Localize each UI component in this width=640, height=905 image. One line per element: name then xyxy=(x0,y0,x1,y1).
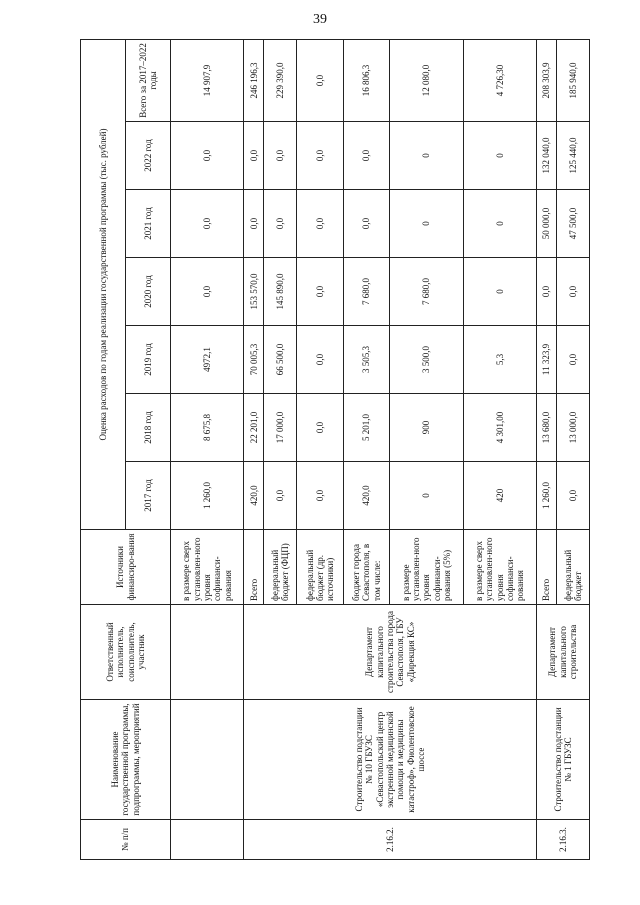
header-total: Всего за 2017–2022 годы xyxy=(126,39,171,121)
value-cell: 0,0 xyxy=(297,462,344,530)
value-cell: 0 xyxy=(463,122,536,190)
value-cell: 0,0 xyxy=(171,190,244,258)
source-cell: в размере сверх установлен-ного уровня софинанси-рования xyxy=(463,530,536,605)
source-cell: в размере установлен-ного уровня софинанси-рования (5%) xyxy=(390,530,463,605)
value-cell: 66 500,0 xyxy=(264,326,297,394)
value-cell: 0,0 xyxy=(264,122,297,190)
value-cell: 420,0 xyxy=(244,462,264,530)
value-cell: 5 201,0 xyxy=(343,394,390,462)
value-cell: 7 680,0 xyxy=(390,258,463,326)
source-cell: в размере сверх установлен-ного уровня софинанси-рования xyxy=(171,530,244,605)
value-cell: 0,0 xyxy=(556,258,589,326)
value-cell: 13 000,0 xyxy=(556,394,589,462)
value-cell: 1 260,0 xyxy=(171,462,244,530)
value-cell: 14 907,9 xyxy=(171,39,244,121)
value-cell: 0,0 xyxy=(297,326,344,394)
value-cell: 0,0 xyxy=(297,190,344,258)
value-cell: 0,0 xyxy=(297,122,344,190)
value-cell: 420 xyxy=(463,462,536,530)
num-cell xyxy=(171,820,244,860)
value-cell: 50 000,0 xyxy=(536,190,556,258)
table-row xyxy=(244,39,264,859)
value-cell: 0 xyxy=(390,190,463,258)
value-cell: 22 201,0 xyxy=(244,394,264,462)
value-cell: 208 303,9 xyxy=(536,39,556,121)
name-cell xyxy=(171,700,244,820)
header-year: 2017 год xyxy=(126,462,171,530)
value-cell: 13 680,0 xyxy=(536,394,556,462)
value-cell: 0 xyxy=(463,258,536,326)
source-cell: федеральный бюджет (др. источники) xyxy=(297,530,344,605)
num-cell: 2.16.3. xyxy=(536,820,589,860)
value-cell: 0,0 xyxy=(343,190,390,258)
source-cell: бюджет города Севастополя, в том числе: xyxy=(343,530,390,605)
value-cell: 125 440,0 xyxy=(556,122,589,190)
value-cell: 16 806,3 xyxy=(343,39,390,121)
value-cell: 900 xyxy=(390,394,463,462)
value-cell: 0 xyxy=(463,190,536,258)
num-cell: 2.16.2. xyxy=(244,820,537,860)
value-cell: 229 390,0 xyxy=(264,39,297,121)
header-year: 2018 год xyxy=(126,394,171,462)
value-cell: 0,0 xyxy=(244,122,264,190)
header-year: 2020 год xyxy=(126,258,171,326)
header-name: Наименование государственной программы, подпрограммы, мероприятий xyxy=(81,700,171,820)
value-cell: 8 675,8 xyxy=(171,394,244,462)
header-responsible: Ответственный исполнитель, соисполнитель, участник xyxy=(81,605,171,700)
header-year: 2022 год xyxy=(126,122,171,190)
value-cell: 420,0 xyxy=(343,462,390,530)
value-cell: 0,0 xyxy=(556,462,589,530)
resp-cell xyxy=(171,605,244,700)
value-cell: 4 726,30 xyxy=(463,39,536,121)
value-cell: 47 500,0 xyxy=(556,190,589,258)
header-year: 2019 год xyxy=(126,326,171,394)
value-cell: 4972,1 xyxy=(171,326,244,394)
value-cell: 185 940,0 xyxy=(556,39,589,121)
value-cell: 3 500,0 xyxy=(390,326,463,394)
value-cell: 0,0 xyxy=(297,39,344,121)
value-cell: 0,0 xyxy=(244,190,264,258)
page-number: 39 xyxy=(313,12,327,27)
value-cell: 12 080,0 xyxy=(390,39,463,121)
rotated-table-wrapper xyxy=(80,40,590,860)
value-cell: 246 196,3 xyxy=(244,39,264,121)
value-cell: 0,0 xyxy=(297,394,344,462)
header-year: 2021 год xyxy=(126,190,171,258)
source-cell: Всего xyxy=(244,530,264,605)
resp-cell: Департамент капитального строительства города Севастополя, ГБУ «Дирекция КС» xyxy=(244,605,537,700)
value-cell: 70 005,3 xyxy=(244,326,264,394)
value-cell: 0,0 xyxy=(343,122,390,190)
value-cell: 153 570,0 xyxy=(244,258,264,326)
header-source: Источники финансиро-вания xyxy=(81,530,171,605)
header-num: № п/п xyxy=(81,820,171,860)
value-cell: 4 301,00 xyxy=(463,394,536,462)
value-cell: 0,0 xyxy=(171,122,244,190)
value-cell: 132 040,0 xyxy=(536,122,556,190)
value-cell: 0,0 xyxy=(264,462,297,530)
source-cell: Всего xyxy=(536,530,556,605)
rotated-table-frame xyxy=(80,40,590,860)
value-cell: 0,0 xyxy=(556,326,589,394)
value-cell: 17 000,0 xyxy=(264,394,297,462)
source-cell: федеральный бюджет xyxy=(556,530,589,605)
value-cell: 0,0 xyxy=(171,258,244,326)
name-cell: Строительство подстанции № 10 ГБУЗС «Севастопольский центр экстренной медицинской помощи и медицины катастроф», Фиолентовское шоссе xyxy=(244,700,537,820)
value-cell: 0,0 xyxy=(297,258,344,326)
resp-cell: Департамент капитального строительства xyxy=(536,605,589,700)
value-cell: 7 680,0 xyxy=(343,258,390,326)
value-cell: 3 505,3 xyxy=(343,326,390,394)
value-cell: 145 890,0 xyxy=(264,258,297,326)
table-row xyxy=(536,39,556,859)
header-estimate: Оценка расходов по годам реализации государственной программы (тыс. рублей) xyxy=(81,39,126,529)
value-cell: 5,3 xyxy=(463,326,536,394)
value-cell: 0 xyxy=(390,122,463,190)
value-cell: 0,0 xyxy=(264,190,297,258)
value-cell: 0,0 xyxy=(536,258,556,326)
value-cell: 0 xyxy=(390,462,463,530)
table-row xyxy=(171,39,244,859)
budget-table xyxy=(80,39,590,860)
value-cell: 1 260,0 xyxy=(536,462,556,530)
name-cell: Строительство подстанции № 1 ГБУЗС xyxy=(536,700,589,820)
source-cell: федеральный бюджет (ФЦП) xyxy=(264,530,297,605)
value-cell: 11 323,9 xyxy=(536,326,556,394)
